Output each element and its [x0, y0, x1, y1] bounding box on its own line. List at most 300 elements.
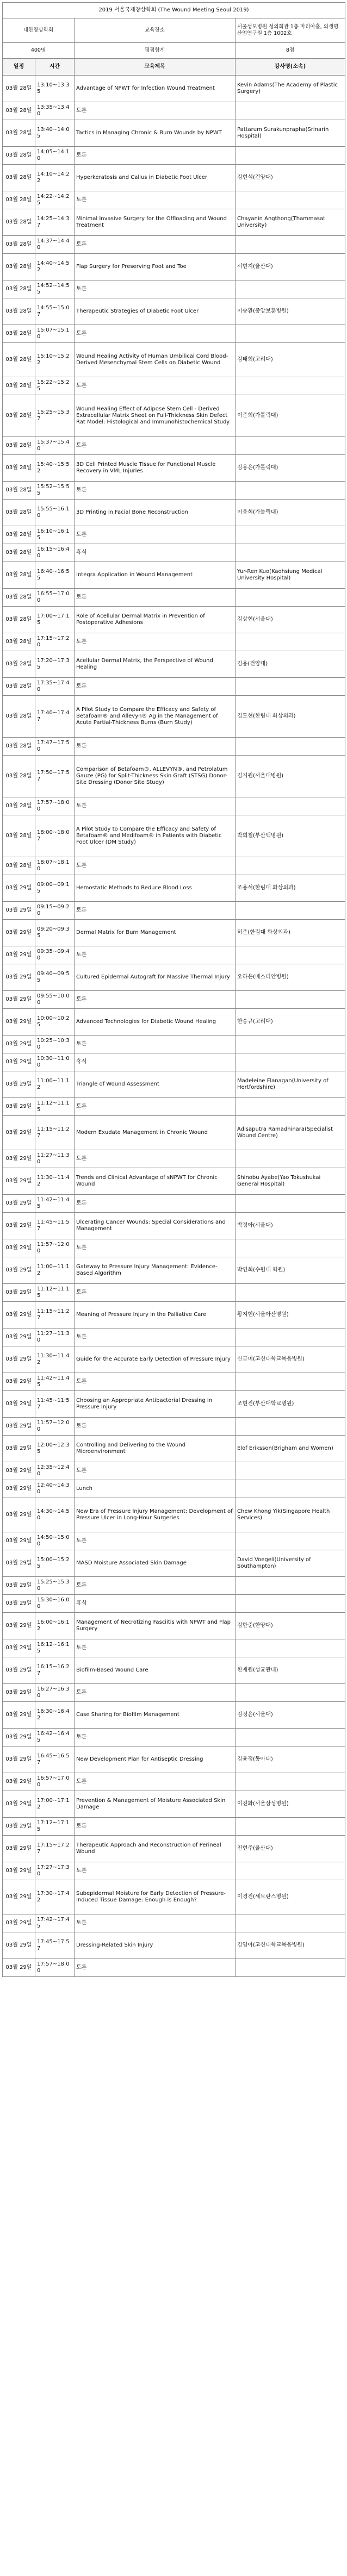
row-speaker	[236, 280, 345, 298]
table-row	[3, 678, 345, 696]
column-header-speaker: 강사명(소속)	[236, 59, 345, 76]
row-time: 14:25~14:37	[35, 209, 75, 236]
table-row	[3, 544, 345, 562]
table-row	[3, 102, 345, 120]
row-time: 17:57~18:00	[35, 797, 75, 815]
row-topic: 토론	[75, 857, 236, 875]
row-topic: 토론	[75, 1036, 236, 1053]
table-row	[3, 236, 345, 254]
row-time: 15:07~15:10	[35, 325, 75, 343]
table-row	[3, 1657, 345, 1684]
row-date: 03월 28일	[3, 102, 35, 120]
row-topic: Therapeutic Approach and Reconstruction of Perineal Wound	[75, 1836, 236, 1862]
row-date: 03월 29일	[3, 1436, 35, 1462]
row-date: 03월 28일	[3, 325, 35, 343]
row-time: 16:12~16:15	[35, 1639, 75, 1657]
row-topic: 토론	[75, 1959, 236, 1977]
row-time: 10:00~10:25	[35, 1009, 75, 1036]
row-speaker: Adisaputra Ramadhinara(Specialist Wound Centre)	[236, 1116, 345, 1150]
row-date: 03월 29일	[3, 1009, 35, 1036]
row-speaker	[236, 1284, 345, 1302]
row-time: 11:12~11:15	[35, 1284, 75, 1302]
row-date: 03월 29일	[3, 1284, 35, 1302]
row-topic: 토론	[75, 1639, 236, 1657]
row-speaker	[236, 1577, 345, 1595]
row-time: 17:47~17:50	[35, 738, 75, 756]
row-speaker: 김윤정(동아대)	[236, 1747, 345, 1773]
row-date: 03월 29일	[3, 1836, 35, 1862]
row-topic: 토론	[75, 1862, 236, 1880]
row-date: 03월 28일	[3, 633, 35, 651]
schedule-table	[2, 2, 345, 1977]
row-topic: Comparison of Betafoam®, ALLEVYN®, and Petrolatum Gauze (PG) for Split-Thickness Skin Graft (STSG) Donor-Site Dressing (Donor Site Study)	[75, 756, 236, 797]
column-header-date: 일정	[3, 59, 35, 76]
row-speaker: 김정윤(서울대)	[236, 1702, 345, 1729]
row-time: 12:00~12:35	[35, 1436, 75, 1462]
row-topic: Hemostatic Methods to Reduce Blood Loss	[75, 875, 236, 902]
row-time: 15:22~15:25	[35, 377, 75, 395]
row-date: 03월 28일	[3, 526, 35, 544]
table-row	[3, 651, 345, 678]
row-date: 03월 28일	[3, 797, 35, 815]
table-row	[3, 1302, 345, 1328]
row-time: 18:07~18:10	[35, 857, 75, 875]
column-header-topic: 교육제목	[75, 59, 236, 76]
row-date: 03월 29일	[3, 1657, 35, 1684]
table-row	[3, 946, 345, 964]
table-row	[3, 902, 345, 920]
row-speaker	[236, 482, 345, 500]
row-date: 03월 29일	[3, 946, 35, 964]
row-date: 03월 29일	[3, 1302, 35, 1328]
row-time: 12:35~12:40	[35, 1462, 75, 1480]
row-speaker	[236, 191, 345, 209]
table-row	[3, 437, 345, 455]
row-time: 17:12~17:15	[35, 1818, 75, 1836]
row-date: 03월 29일	[3, 1613, 35, 1639]
table-row	[3, 1818, 345, 1836]
row-speaker: 이웅희(가톨릭대)	[236, 500, 345, 526]
row-topic: Cultured Epidermal Autograft for Massive Thermal Injury	[75, 964, 236, 991]
row-topic: 토론	[75, 1239, 236, 1257]
row-time: 15:52~15:55	[35, 482, 75, 500]
row-date: 03월 28일	[3, 544, 35, 562]
table-row	[3, 1595, 345, 1613]
row-topic: 토론	[75, 1418, 236, 1436]
row-topic: 토론	[75, 147, 236, 165]
row-topic: Dressing-Related Skin Injury	[75, 1932, 236, 1959]
row-date: 03월 28일	[3, 500, 35, 526]
table-row	[3, 696, 345, 738]
table-row	[3, 209, 345, 236]
row-date: 03월 28일	[3, 298, 35, 325]
row-time: 17:57~18:00	[35, 1959, 75, 1977]
row-speaker: 황지현(서울아산병원)	[236, 1302, 345, 1328]
row-date: 03월 29일	[3, 1195, 35, 1213]
row-date: 03월 29일	[3, 1418, 35, 1436]
row-topic: 토론	[75, 1195, 236, 1213]
table-row	[3, 1257, 345, 1284]
row-date: 03월 28일	[3, 815, 35, 857]
table-row	[3, 526, 345, 544]
table-row	[3, 1550, 345, 1577]
row-date: 03월 28일	[3, 236, 35, 254]
table-row	[3, 1098, 345, 1116]
row-speaker: 신금미(고신대학교복음병원)	[236, 1346, 345, 1373]
row-topic: 휴식	[75, 1595, 236, 1613]
row-topic: Biofilm-Based Wound Care	[75, 1657, 236, 1684]
table-row	[3, 1213, 345, 1239]
row-date: 03월 29일	[3, 1328, 35, 1346]
row-time: 15:37~15:40	[35, 437, 75, 455]
table-row	[3, 857, 345, 875]
row-date: 03월 29일	[3, 1914, 35, 1932]
row-topic: 토론	[75, 678, 236, 696]
row-topic: 토론	[75, 1150, 236, 1168]
row-topic: 토론	[75, 902, 236, 920]
row-time: 11:30~11:42	[35, 1168, 75, 1195]
row-topic: Hyperkeratosis and Callus in Diabetic Foot Ulcer	[75, 165, 236, 191]
row-topic: Modern Exudate Management in Chronic Wound	[75, 1116, 236, 1150]
row-topic: Advanced Technologies for Diabetic Wound Healing	[75, 1009, 236, 1036]
row-speaker: 박희철(부산백병원)	[236, 815, 345, 857]
row-date: 03월 28일	[3, 482, 35, 500]
row-topic: Dermal Matrix for Burn Management	[75, 920, 236, 946]
row-time: 13:40~14:05	[35, 120, 75, 147]
row-date: 03월 29일	[3, 1480, 35, 1498]
row-time: 15:10~15:22	[35, 343, 75, 377]
row-topic: 토론	[75, 738, 236, 756]
row-time: 09:35~09:40	[35, 946, 75, 964]
table-row	[3, 1418, 345, 1436]
row-topic: 토론	[75, 1684, 236, 1702]
row-date: 03월 29일	[3, 1498, 35, 1532]
row-speaker: Chew Khong Yik(Singapore Health Services)	[236, 1498, 345, 1532]
row-speaker: 김용(건양대)	[236, 651, 345, 678]
row-topic: Meaning of Pressure Injury in the Palliative Care	[75, 1302, 236, 1328]
row-time: 16:10~16:15	[35, 526, 75, 544]
row-topic: 토론	[75, 589, 236, 607]
row-date: 03월 29일	[3, 1391, 35, 1418]
table-row	[3, 738, 345, 756]
row-date: 03월 29일	[3, 1747, 35, 1773]
row-date: 03월 28일	[3, 738, 35, 756]
schedule-document	[2, 2, 345, 1977]
table-row	[3, 1498, 345, 1532]
row-time: 11:42~11:45	[35, 1373, 75, 1391]
table-row	[3, 1239, 345, 1257]
table-row	[3, 165, 345, 191]
row-topic: 토론	[75, 1818, 236, 1836]
row-time: 15:25~15:37	[35, 395, 75, 437]
row-date: 03월 28일	[3, 395, 35, 437]
row-speaker: Kevin Adams(The Academy of Plastic Surgery)	[236, 76, 345, 102]
row-time: 17:00~17:15	[35, 607, 75, 633]
table-row	[3, 343, 345, 377]
row-topic: 토론	[75, 946, 236, 964]
venue-label: 교육장소	[75, 18, 236, 43]
row-topic: 토론	[75, 236, 236, 254]
row-time: 16:27~16:30	[35, 1684, 75, 1702]
row-speaker	[236, 147, 345, 165]
row-speaker	[236, 102, 345, 120]
row-time: 17:50~17:57	[35, 756, 75, 797]
row-time: 11:27~11:30	[35, 1150, 75, 1168]
row-speaker: 김도현(한림대 화상외과)	[236, 696, 345, 738]
row-date: 03월 29일	[3, 1213, 35, 1239]
table-row	[3, 120, 345, 147]
table-row	[3, 1577, 345, 1595]
row-speaker	[236, 991, 345, 1009]
row-topic: 토론	[75, 1328, 236, 1346]
row-topic: Management of Necrotizing Fasciitis with NPWT and Flap Surgery	[75, 1613, 236, 1639]
row-time: 18:00~18:07	[35, 815, 75, 857]
table-row	[3, 633, 345, 651]
table-row	[3, 1702, 345, 1729]
row-speaker: 한재원(성균관대)	[236, 1657, 345, 1684]
table-row	[3, 1036, 345, 1053]
row-speaker	[236, 633, 345, 651]
row-speaker	[236, 236, 345, 254]
row-speaker	[236, 1773, 345, 1791]
row-time: 11:30~11:42	[35, 1346, 75, 1373]
row-speaker	[236, 1729, 345, 1747]
row-topic: Flap Surgery for Preserving Foot and Toe	[75, 254, 236, 280]
row-speaker	[236, 1480, 345, 1498]
row-topic: Role of Acellular Dermal Matrix in Prevention of Postoperative Adhesions	[75, 607, 236, 633]
row-topic: 토론	[75, 102, 236, 120]
row-topic: 토론	[75, 1098, 236, 1116]
row-topic: 토론	[75, 280, 236, 298]
row-date: 03월 29일	[3, 920, 35, 946]
row-time: 17:20~17:35	[35, 651, 75, 678]
row-date: 03월 29일	[3, 1639, 35, 1657]
row-date: 03월 28일	[3, 756, 35, 797]
table-row	[3, 1836, 345, 1862]
table-header-row	[3, 59, 345, 76]
row-time: 10:25~10:30	[35, 1036, 75, 1053]
row-speaker: 박정아(서울대)	[236, 1213, 345, 1239]
row-time: 17:40~17:47	[35, 696, 75, 738]
row-topic: 토론	[75, 1577, 236, 1595]
row-speaker: Chayanin Angthong(Thammasat University)	[236, 209, 345, 236]
row-topic: Integra Application in Wound Management	[75, 562, 236, 589]
row-speaker	[236, 1959, 345, 1977]
row-time: 14:40~14:52	[35, 254, 75, 280]
row-speaker	[236, 797, 345, 815]
row-topic: Ulcerating Cancer Wounds: Special Considerations and Management	[75, 1213, 236, 1239]
table-row	[3, 1791, 345, 1818]
row-speaker	[236, 857, 345, 875]
row-time: 17:35~17:40	[35, 678, 75, 696]
row-time: 11:15~11:27	[35, 1116, 75, 1150]
row-date: 03월 28일	[3, 696, 35, 738]
row-topic: Choosing an Appropriate Antibacterial Dressing in Pressure Injury	[75, 1391, 236, 1418]
row-topic: Minimal Invasive Surgery for the Offloading and Wound Treatment	[75, 209, 236, 236]
row-speaker: David Voegeli(University of Southampton)	[236, 1550, 345, 1577]
row-date: 03월 29일	[3, 1791, 35, 1818]
row-time: 16:42~16:45	[35, 1729, 75, 1747]
row-time: 17:42~17:45	[35, 1914, 75, 1932]
row-topic: 토론	[75, 797, 236, 815]
row-speaker: Yur-Ren Kuo(Kaohsiung Medical University Hospital)	[236, 562, 345, 589]
row-date: 03월 29일	[3, 1532, 35, 1550]
table-row	[3, 1328, 345, 1346]
row-time: 15:40~15:52	[35, 455, 75, 482]
conference-title: 2019 서울국제창상학회 (The Wound Meeting Seoul 2019)	[3, 3, 345, 18]
row-speaker: 진현주(울산대)	[236, 1836, 345, 1862]
row-date: 03월 28일	[3, 165, 35, 191]
table-row	[3, 76, 345, 102]
credit-value: 8점	[236, 43, 345, 59]
row-date: 03월 28일	[3, 377, 35, 395]
row-topic: Advantage of NPWT for Infection Wound Treatment	[75, 76, 236, 102]
row-time: 11:27~11:30	[35, 1328, 75, 1346]
table-row	[3, 1391, 345, 1418]
row-speaker: 김상현(서울대)	[236, 607, 345, 633]
row-topic: A Pilot Study to Compare the Efficacy and Safety of Betafoam® and Allevyn® Ag in the Management of Acute Partial-Thickness Burns (Burn Study)	[75, 696, 236, 738]
table-row	[3, 607, 345, 633]
row-time: 16:15~16:40	[35, 544, 75, 562]
row-date: 03월 29일	[3, 1550, 35, 1577]
table-row	[3, 920, 345, 946]
row-topic: 토론	[75, 325, 236, 343]
row-date: 03월 29일	[3, 902, 35, 920]
row-time: 14:52~14:55	[35, 280, 75, 298]
table-row	[3, 500, 345, 526]
table-row	[3, 1116, 345, 1150]
row-speaker: 김태희(고려대)	[236, 343, 345, 377]
row-time: 16:57~17:00	[35, 1773, 75, 1791]
row-date: 03월 28일	[3, 562, 35, 589]
row-date: 03월 29일	[3, 964, 35, 991]
table-row	[3, 377, 345, 395]
row-topic: Wound Healing Activity of Human Umbilical Cord Blood-Derived Mesenchymal Stem Cells on Diabetic Wound	[75, 343, 236, 377]
table-row	[3, 1914, 345, 1932]
row-topic: Case Sharing for Biofilm Management	[75, 1702, 236, 1729]
capacity-value: 400명	[3, 43, 75, 59]
table-row	[3, 1373, 345, 1391]
row-speaker	[236, 325, 345, 343]
row-date: 03월 28일	[3, 607, 35, 633]
row-time: 16:15~16:27	[35, 1657, 75, 1684]
row-date: 03월 29일	[3, 1053, 35, 1071]
row-speaker	[236, 1098, 345, 1116]
row-date: 03월 29일	[3, 1577, 35, 1595]
row-date: 03월 29일	[3, 1862, 35, 1880]
row-topic: 토론	[75, 437, 236, 455]
row-time: 17:00~17:12	[35, 1791, 75, 1818]
row-date: 03월 28일	[3, 280, 35, 298]
row-speaker	[236, 1862, 345, 1880]
row-date: 03월 28일	[3, 437, 35, 455]
row-topic: Tactics in Managing Chronic & Burn Wounds by NPWT	[75, 120, 236, 147]
row-time: 17:15~17:27	[35, 1836, 75, 1862]
row-time: 17:45~17:57	[35, 1932, 75, 1959]
row-time: 11:45~11:57	[35, 1213, 75, 1239]
table-row	[3, 589, 345, 607]
row-date: 03월 29일	[3, 1684, 35, 1702]
table-row	[3, 1284, 345, 1302]
row-date: 03월 28일	[3, 209, 35, 236]
row-date: 03월 29일	[3, 1880, 35, 1914]
row-time: 14:37~14:40	[35, 236, 75, 254]
row-speaker: 이승환(중앙보훈병원)	[236, 298, 345, 325]
row-topic: 휴식	[75, 544, 236, 562]
row-time: 16:40~16:55	[35, 562, 75, 589]
row-time: 14:50~15:00	[35, 1532, 75, 1550]
row-time: 14:05~14:10	[35, 147, 75, 165]
row-topic: 휴식	[75, 1053, 236, 1071]
row-date: 03월 29일	[3, 1036, 35, 1053]
credit-label: 평점합계	[75, 43, 236, 59]
row-speaker	[236, 902, 345, 920]
row-date: 03월 28일	[3, 455, 35, 482]
row-time: 16:55~17:00	[35, 589, 75, 607]
table-row	[3, 1932, 345, 1959]
row-date: 03월 29일	[3, 1346, 35, 1373]
row-speaker: 김한준(한양대)	[236, 1613, 345, 1639]
row-date: 03월 29일	[3, 1373, 35, 1391]
table-row	[3, 1009, 345, 1036]
row-time: 15:25~15:30	[35, 1577, 75, 1595]
row-topic: 토론	[75, 377, 236, 395]
row-topic: 토론	[75, 1914, 236, 1932]
row-speaker: 박연희(수원대 학원)	[236, 1257, 345, 1284]
row-topic: Lunch	[75, 1480, 236, 1498]
organizer-name: 대한창상학회	[3, 18, 75, 43]
row-date: 03월 28일	[3, 120, 35, 147]
row-speaker	[236, 946, 345, 964]
table-row	[3, 1436, 345, 1462]
row-time: 10:30~11:00	[35, 1053, 75, 1071]
row-topic: Therapeutic Strategies of Diabetic Foot Ulcer	[75, 298, 236, 325]
row-speaker: 서현지(울산대)	[236, 254, 345, 280]
row-topic: 토론	[75, 1373, 236, 1391]
row-speaker	[236, 1914, 345, 1932]
row-date: 03월 28일	[3, 678, 35, 696]
table-row	[3, 1071, 345, 1098]
row-time: 14:30~14:50	[35, 1498, 75, 1532]
row-topic: 토론	[75, 1284, 236, 1302]
row-speaker	[236, 589, 345, 607]
row-time: 11:57~12:00	[35, 1418, 75, 1436]
table-row	[3, 1195, 345, 1213]
table-row	[3, 325, 345, 343]
table-row	[3, 298, 345, 325]
row-speaker	[236, 1818, 345, 1836]
table-row	[3, 395, 345, 437]
table-row	[3, 1729, 345, 1747]
row-topic: Prevention & Management of Moisture Associated Skin Damage	[75, 1791, 236, 1818]
row-speaker: Pattarum Surakunprapha(Srinarin Hospital)	[236, 120, 345, 147]
row-date: 03월 29일	[3, 1071, 35, 1098]
row-time: 11:45~11:57	[35, 1391, 75, 1418]
row-speaker: 조용석(한림대 화상외과)	[236, 875, 345, 902]
row-time: 09:00~09:15	[35, 875, 75, 902]
row-speaker: 김지원(서울대병원)	[236, 756, 345, 797]
table-row	[3, 797, 345, 815]
row-date: 03월 28일	[3, 191, 35, 209]
column-header-time: 시간	[35, 59, 75, 76]
row-date: 03월 29일	[3, 1932, 35, 1959]
table-row	[3, 147, 345, 165]
row-topic: Wound Healing Effect of Adipose Stem Cell - Derived Extracellular Matrix Sheet on Full-Thickness Skin Defect Rat Model: Histological and Immunohistochemical Study	[75, 395, 236, 437]
row-time: 16:30~16:42	[35, 1702, 75, 1729]
row-speaker	[236, 1150, 345, 1168]
row-date: 03월 29일	[3, 1150, 35, 1168]
row-time: 11:00~11:12	[35, 1257, 75, 1284]
